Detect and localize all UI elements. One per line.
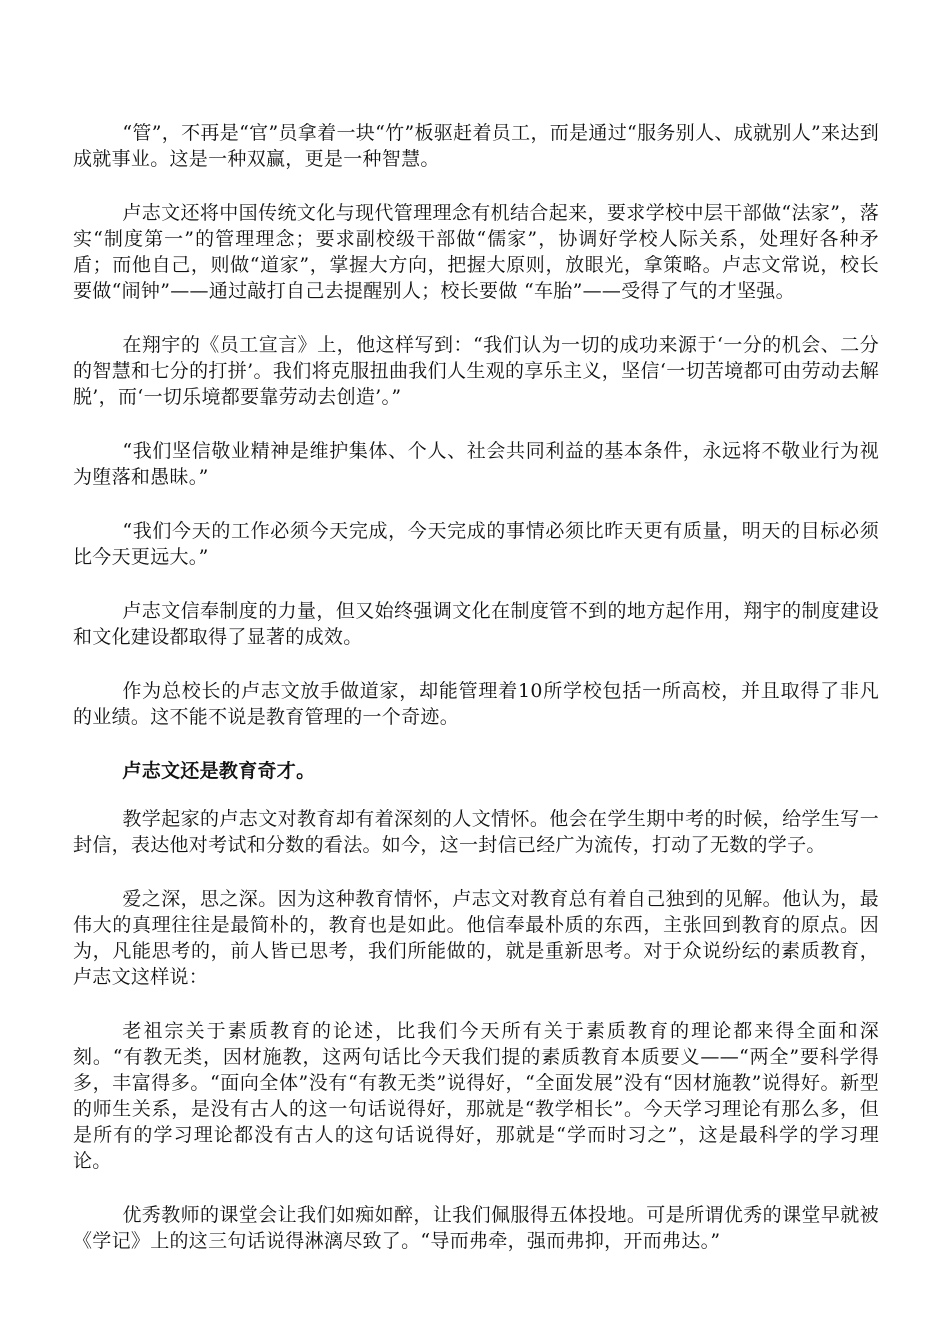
paragraph-3: 在翔宇的《员工宣言》上，他这样写到：“我们认为一切的成功来源于‘一分的机会、二分的智慧和七分的打拼’。我们将克服扭曲我们人生观的享乐主义，坚信‘一切苦境都可由劳动去解脱’，而‘一切乐境都要靠劳动去创造’。” bbox=[73, 334, 879, 408]
paragraph-5: “我们今天的工作必须今天完成，今天完成的事情必须比昨天更有质量，明天的目标必须比今天更远大。” bbox=[73, 520, 879, 568]
paragraph-12: 优秀教师的课堂会让我们如痴如醉，让我们佩服得五体投地。可是所谓优秀的课堂早就被《学记》上的这三句话说得淋漓尽致了。“导而弗牵，强而弗抑，开而弗达。” bbox=[73, 1204, 879, 1252]
paragraph-4: “我们坚信敬业精神是维护集体、个人、社会共同利益的基本条件，永远将不敬业行为视为堕落和愚昧。” bbox=[73, 440, 879, 488]
paragraph-11: 老祖宗关于素质教育的论述，比我们今天所有关于素质教育的理论都来得全面和深刻。“有教无类，因材施教，这两句话比今天我们提的素质教育本质要义——“两全”要科学得多，丰富得多。“面向全体”没有“有教无类”说得好，“全面发展”没有“因材施教”说得好。新型的师生关系，是没有古人的这一句话说得好，那就是“教学相长”。今天学习理论有那么多，但是所有的学习理论都没有古人的这句话说得好，那就是“学而时习之”，这是最科学的学习理论。 bbox=[73, 1020, 879, 1172]
section-heading: 卢志文还是教育奇才。 bbox=[122, 760, 316, 782]
paragraph-2: 卢志文还将中国传统文化与现代管理理念有机结合起来，要求学校中层干部做“法家”，落实“制度第一”的管理理念；要求副校级干部做“儒家”，协调好学校人际关系，处理好各种矛盾；而他自己，则做“道家”，掌握大方向，把握大原则，放眼光，拿策略。卢志文常说，校长要做“闹钟”——通过敲打自己去提醒别人；校长要做 “车胎”——受得了气的才坚强。 bbox=[73, 202, 879, 302]
paragraph-9: 教学起家的卢志文对教育却有着深刻的人文情怀。他会在学生期中考的时候，给学生写一封信，表达他对考试和分数的看法。如今，这一封信已经广为流传，打动了无数的学子。 bbox=[73, 808, 879, 856]
paragraph-10: 爱之深，思之深。因为这种教育情怀，卢志文对教育总有着自己独到的见解。他认为，最伟大的真理往往是最简朴的，教育也是如此。他信奉最朴质的东西，主张回到教育的原点。因为，凡能思考的，前人皆已思考，我们所能做的，就是重新思考。对于众说纷纭的素质教育，卢志文这样说： bbox=[73, 888, 879, 988]
document-body bbox=[73, 120, 879, 1282]
paragraph-6: 卢志文信奉制度的力量，但又始终强调文化在制度管不到的地方起作用，翔宇的制度建设和文化建设都取得了显著的成效。 bbox=[73, 600, 879, 648]
paragraph-7: 作为总校长的卢志文放手做道家，却能管理着10所学校包括一所高校，并且取得了非凡的业绩。这不能不说是教育管理的一个奇迹。 bbox=[73, 680, 879, 728]
paragraph-1: “管”，不再是“官”员拿着一块“竹”板驱赶着员工，而是通过“服务别人、成就别人”来达到成就事业。这是一种双赢，更是一种智慧。 bbox=[73, 122, 879, 170]
